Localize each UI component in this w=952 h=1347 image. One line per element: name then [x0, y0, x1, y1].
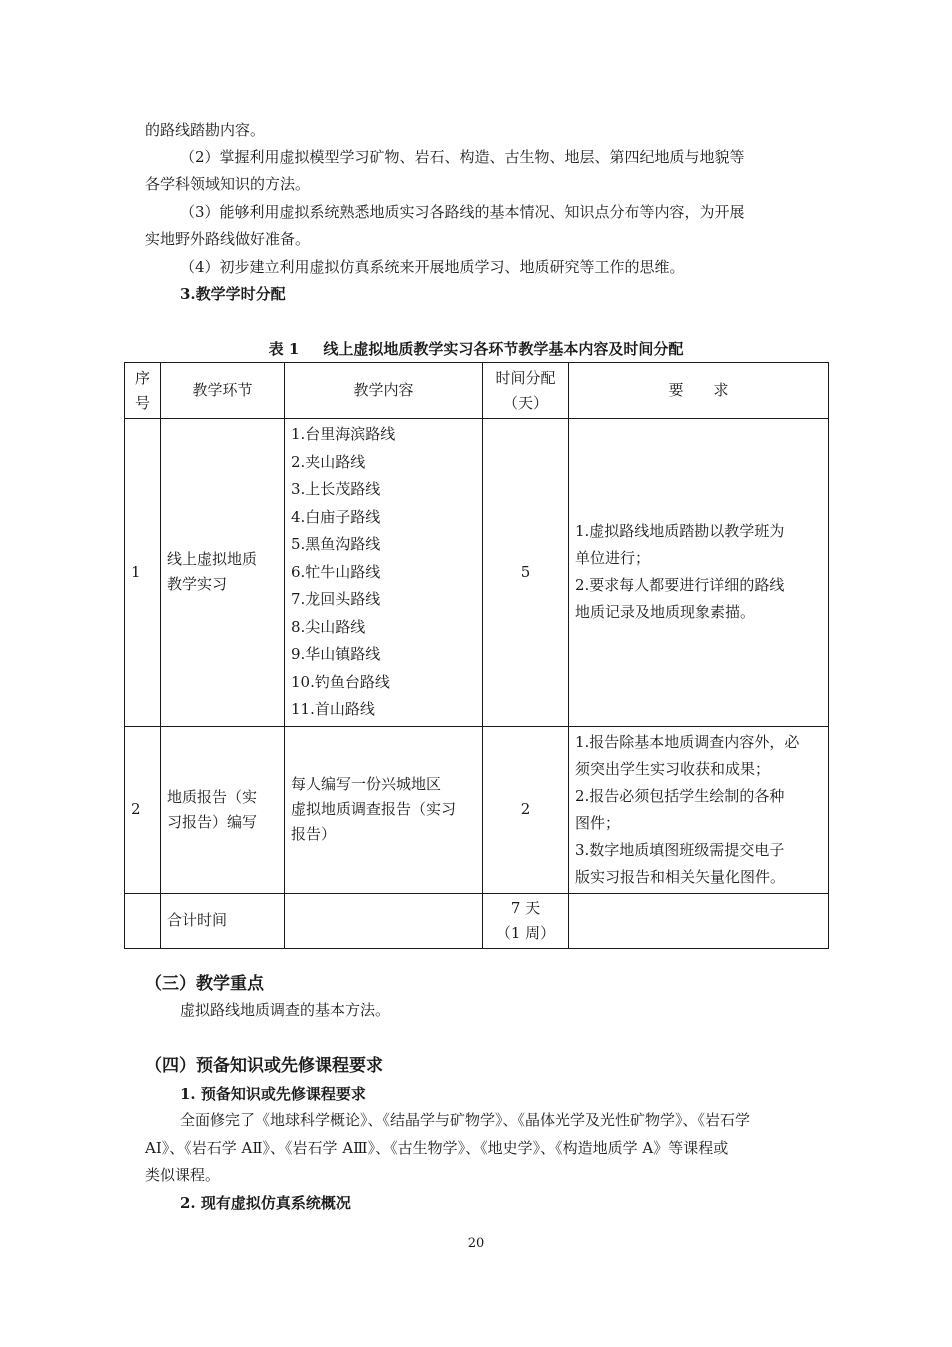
total-requirements	[569, 893, 829, 948]
table-header-row	[125, 363, 829, 419]
row1-requirements: 1.虚拟路线地质踏勘以教学班为 单位进行； 2.要求每人都要进行详细的路线 地质记录及地质现象素描。	[569, 419, 829, 727]
section-4-subheading-1: 1. 预备知识或先修课程要求	[180, 1085, 366, 1103]
header-stage: 教学环节	[161, 363, 285, 419]
route-item: 6.牤牛山路线	[291, 562, 381, 581]
section-4-text-line1: 全面修完了《地球科学概论》、《结晶学与矿物学》、《晶体光学及光性矿物学》、《岩石学	[180, 1111, 751, 1129]
total-label: 合计时间	[161, 893, 285, 948]
section-3-title: （三）教学重点	[145, 974, 264, 994]
table-caption-text: 线上虚拟地质教学实习各环节教学基本内容及时间分配	[323, 340, 684, 358]
route-item: 1.台里海滨路线	[291, 425, 396, 443]
row1-seq: 1	[125, 419, 161, 727]
route-item: 5.黑鱼沟路线	[291, 535, 381, 553]
row1-stage: 线上虚拟地质 教学实习	[161, 419, 285, 727]
route-item: 7.龙回头路线	[291, 590, 381, 608]
section-3-text: 虚拟路线地质调查的基本方法。	[180, 1001, 391, 1019]
paragraph-continuation: 的路线踏勘内容。	[145, 121, 266, 139]
route-item: 9.华山镇路线	[291, 645, 381, 663]
table-caption	[0, 338, 952, 360]
section-4-text-line3: 类似课程。	[145, 1166, 221, 1184]
header-content: 教学内容	[285, 363, 483, 419]
header-requirements: 要 求	[569, 363, 829, 419]
section-4-text-line2: AⅠ》、《岩石学 AⅡ》、《岩石学 AⅢ》、《古生物学》、《地史学》、《构造地质学 A》等课程或	[145, 1139, 729, 1157]
table-caption-number: 表 1	[268, 340, 300, 358]
route-item: 11.首山路线	[291, 700, 375, 718]
objective-4: （4）初步建立利用虚拟仿真系统来开展地质学习、地质研究等工作的思维。	[180, 258, 685, 276]
total-time: 7 天 （1 周）	[483, 893, 569, 948]
row2-seq: 2	[125, 726, 161, 893]
row2-content: 每人编写一份兴城地区 虚拟地质调查报告（实习 报告）	[285, 726, 483, 893]
route-item: 8.尖山路线	[291, 617, 366, 636]
table-row	[125, 726, 829, 893]
objective-3-line1: （3）能够利用虚拟系统熟悉地质实习各路线的基本情况、知识点分布等内容，为开展	[180, 203, 745, 221]
heading-teaching-hours: 3.教学学时分配	[180, 285, 286, 303]
table-total-row	[125, 893, 829, 948]
page-number: 20	[467, 1236, 485, 1251]
objective-2-line1: （2）掌握利用虚拟模型学习矿物、岩石、构造、古生物、地层、第四纪地质与地貌等	[180, 148, 745, 166]
row2-stage: 地质报告（实 习报告）编写	[161, 726, 285, 893]
row2-time: 2	[483, 726, 569, 893]
header-time: 时间分配 （天）	[483, 363, 569, 419]
objective-2-line2: 各学科领域知识的方法。	[145, 175, 311, 193]
route-item: 10.钓鱼台路线	[291, 672, 390, 691]
row1-routes	[285, 419, 483, 727]
row1-time: 5	[483, 419, 569, 727]
header-seq: 序 号	[125, 363, 161, 419]
total-content	[285, 893, 483, 948]
teaching-schedule-table	[124, 362, 829, 949]
section-4-title: （四）预备知识或先修课程要求	[145, 1056, 383, 1076]
table-row	[125, 419, 829, 727]
row2-requirements: 1.报告除基本地质调查内容外，必 须突出学生实习收获和成果； 2.报告必须包括学生绘制的各种 图件； 3.数字地质填图班级需提交电子 版实习报告和相关矢量化图件。	[569, 726, 829, 893]
total-seq	[125, 893, 161, 948]
route-item: 4.白庙子路线	[291, 507, 381, 526]
section-4-subheading-2: 2. 现有虚拟仿真系统概况	[180, 1194, 351, 1212]
route-item: 3.上长茂路线	[291, 480, 381, 498]
route-item: 2.夹山路线	[291, 452, 366, 471]
objective-3-line2: 实地野外路线做好准备。	[145, 230, 311, 248]
